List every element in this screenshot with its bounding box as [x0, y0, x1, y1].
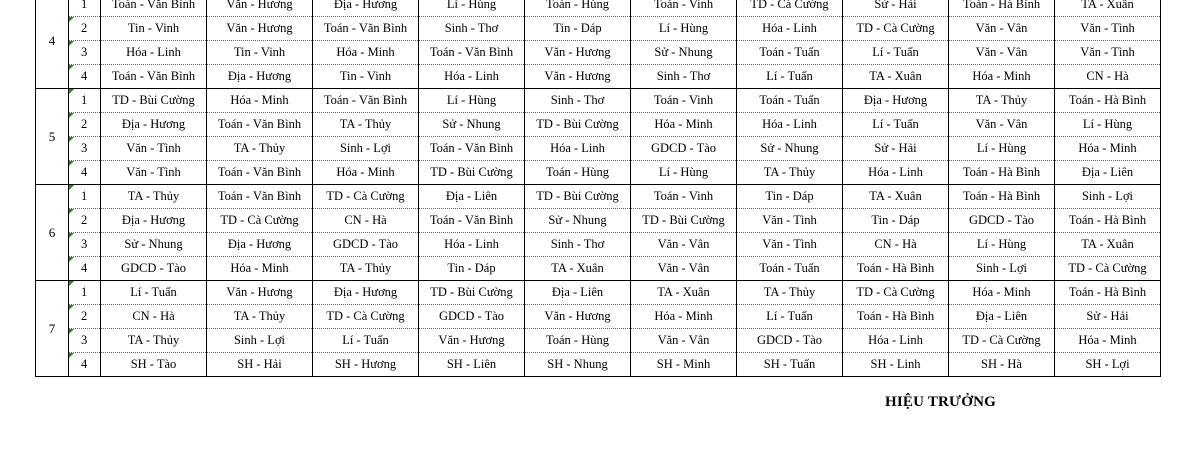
lesson-cell: GDCD - Tào — [101, 257, 207, 281]
lesson-cell: Lí - Hùng — [419, 89, 525, 113]
lesson-cell: Hóa - Linh — [843, 329, 949, 353]
lesson-cell: Toán - Hùng — [525, 161, 631, 185]
lesson-cell: GDCD - Tào — [419, 305, 525, 329]
lesson-cell: TD - Cà Cường — [843, 17, 949, 41]
lesson-cell: SH - Tuấn — [737, 353, 843, 377]
period-cell: 2 — [69, 305, 101, 329]
lesson-cell: Tin - Vinh — [207, 41, 313, 65]
period-cell: 1 — [69, 281, 101, 305]
table-row — [36, 65, 1161, 89]
lesson-cell: Toán - Văn Bình — [419, 137, 525, 161]
lesson-cell: TD - Cà Cường — [737, 0, 843, 17]
lesson-cell: Tin - Dáp — [419, 257, 525, 281]
lesson-cell: Hóa - Minh — [949, 281, 1055, 305]
table-row — [36, 233, 1161, 257]
lesson-cell: Sinh - Thơ — [525, 89, 631, 113]
lesson-cell: Sử - Nhung — [419, 113, 525, 137]
table-row — [36, 305, 1161, 329]
lesson-cell: Hóa - Minh — [207, 89, 313, 113]
lesson-cell: SH - Hà — [949, 353, 1055, 377]
lesson-cell: Lí - Hùng — [1055, 113, 1161, 137]
lesson-cell: Sử - Hải — [843, 0, 949, 17]
lesson-cell: Lí - Hùng — [631, 161, 737, 185]
table-row — [36, 41, 1161, 65]
lesson-cell: GDCD - Tào — [313, 233, 419, 257]
lesson-cell: Văn - Vân — [949, 113, 1055, 137]
day-cell: 4 — [36, 0, 69, 89]
day-cell: 5 — [36, 89, 69, 185]
lesson-cell: Toán - Văn Bình — [419, 209, 525, 233]
lesson-cell: Toán - Tuấn — [737, 257, 843, 281]
lesson-cell: Văn - Vân — [631, 233, 737, 257]
lesson-cell: TD - Cà Cường — [949, 329, 1055, 353]
lesson-cell: Văn - Hương — [525, 65, 631, 89]
lesson-cell: Toán - Văn Bình — [101, 0, 207, 17]
lesson-cell: Toán - Văn Bình — [207, 185, 313, 209]
lesson-cell: Hóa - Minh — [207, 257, 313, 281]
lesson-cell: Toán - Tuấn — [737, 41, 843, 65]
lesson-cell: Sinh - Thơ — [631, 65, 737, 89]
lesson-cell: SH - Liên — [419, 353, 525, 377]
period-cell: 2 — [69, 17, 101, 41]
lesson-cell: SH - Minh — [631, 353, 737, 377]
lesson-cell: Hóa - Linh — [737, 17, 843, 41]
lesson-cell: Sử - Nhung — [631, 41, 737, 65]
table-row — [36, 353, 1161, 377]
lesson-cell: Toán - Văn Bình — [419, 41, 525, 65]
lesson-cell: SH - Nhung — [525, 353, 631, 377]
table-row — [36, 17, 1161, 41]
lesson-cell: Hóa - Minh — [1055, 329, 1161, 353]
lesson-cell: TA - Thủy — [313, 113, 419, 137]
lesson-cell: Toán - Văn Bình — [207, 113, 313, 137]
period-cell: 1 — [69, 185, 101, 209]
lesson-cell: Lí - Hùng — [949, 233, 1055, 257]
lesson-cell: Tin - Vinh — [101, 17, 207, 41]
period-cell: 3 — [69, 41, 101, 65]
lesson-cell: Địa - Hương — [313, 0, 419, 17]
lesson-cell: Toán - Hùng — [525, 0, 631, 17]
period-cell: 1 — [69, 89, 101, 113]
lesson-cell: TA - Xuân — [843, 185, 949, 209]
lesson-cell: TA - Xuân — [1055, 0, 1161, 17]
lesson-cell: Toán - Hà Bình — [1055, 281, 1161, 305]
lesson-cell: Sử - Nhung — [737, 137, 843, 161]
table-row — [36, 161, 1161, 185]
lesson-cell: TD - Bùi Cường — [101, 89, 207, 113]
lesson-cell: Sử - Nhung — [525, 209, 631, 233]
lesson-cell: Văn - Tình — [1055, 17, 1161, 41]
lesson-cell: TD - Cà Cường — [843, 281, 949, 305]
lesson-cell: Toán - Hà Bình — [1055, 89, 1161, 113]
period-cell: 4 — [69, 161, 101, 185]
lesson-cell: SH - Tào — [101, 353, 207, 377]
timetable-body — [36, 0, 1161, 377]
lesson-cell: Toán - Hà Bình — [949, 0, 1055, 17]
lesson-cell: Toán - Tuấn — [737, 89, 843, 113]
table-row — [36, 137, 1161, 161]
lesson-cell: CN - Hà — [843, 233, 949, 257]
lesson-cell: Toán - Vinh — [631, 0, 737, 17]
lesson-cell: Lí - Tuấn — [737, 65, 843, 89]
period-cell: 4 — [69, 65, 101, 89]
table-row — [36, 89, 1161, 113]
lesson-cell: Hóa - Minh — [313, 161, 419, 185]
lesson-cell: Địa - Hương — [101, 209, 207, 233]
lesson-cell: Toán - Văn Bình — [313, 17, 419, 41]
lesson-cell: TD - Bùi Cường — [419, 281, 525, 305]
lesson-cell: Văn - Vân — [949, 17, 1055, 41]
lesson-cell: Sinh - Lợi — [1055, 185, 1161, 209]
lesson-cell: TA - Xuân — [631, 281, 737, 305]
lesson-cell: SH - Hải — [207, 353, 313, 377]
lesson-cell: Văn - Hương — [525, 305, 631, 329]
lesson-cell: CN - Hà — [101, 305, 207, 329]
lesson-cell: Toán - Hà Bình — [843, 305, 949, 329]
lesson-cell: TD - Bùi Cường — [525, 185, 631, 209]
lesson-cell: TA - Xuân — [525, 257, 631, 281]
lesson-cell: Địa - Liên — [1055, 161, 1161, 185]
day-cell: 6 — [36, 185, 69, 281]
lesson-cell: Địa - Hương — [207, 65, 313, 89]
lesson-cell: Địa - Liên — [419, 185, 525, 209]
lesson-cell: Hóa - Minh — [631, 305, 737, 329]
lesson-cell: GDCD - Tào — [737, 329, 843, 353]
lesson-cell: TD - Bùi Cường — [525, 113, 631, 137]
period-cell: 1 — [69, 0, 101, 17]
lesson-cell: Hóa - Minh — [631, 113, 737, 137]
timetable — [35, 0, 1161, 377]
lesson-cell: Văn - Vân — [631, 329, 737, 353]
lesson-cell: Văn - Hương — [207, 17, 313, 41]
table-row — [36, 185, 1161, 209]
lesson-cell: Toán - Hà Bình — [1055, 209, 1161, 233]
lesson-cell: Toán - Hà Bình — [949, 185, 1055, 209]
lesson-cell: Hóa - Minh — [313, 41, 419, 65]
lesson-cell: Văn - Tình — [101, 137, 207, 161]
lesson-cell: Văn - Vân — [631, 257, 737, 281]
lesson-cell: Hóa - Linh — [737, 113, 843, 137]
lesson-cell: Toán - Văn Bình — [313, 89, 419, 113]
lesson-cell: Văn - Hương — [207, 281, 313, 305]
lesson-cell: Lí - Hùng — [631, 17, 737, 41]
period-cell: 2 — [69, 113, 101, 137]
lesson-cell: GDCD - Tào — [949, 209, 1055, 233]
table-row — [36, 209, 1161, 233]
lesson-cell: Toán - Văn Bình — [207, 161, 313, 185]
table-row — [36, 329, 1161, 353]
lesson-cell: Địa - Hương — [313, 281, 419, 305]
lesson-cell: TA - Xuân — [1055, 233, 1161, 257]
table-row — [36, 113, 1161, 137]
lesson-cell: Hóa - Linh — [843, 161, 949, 185]
lesson-cell: Địa - Hương — [207, 233, 313, 257]
lesson-cell: Lí - Tuấn — [737, 305, 843, 329]
lesson-cell: TD - Bùi Cường — [419, 161, 525, 185]
lesson-cell: Toán - Hà Bình — [843, 257, 949, 281]
lesson-cell: SH - Lợi — [1055, 353, 1161, 377]
lesson-cell: Lí - Hùng — [419, 0, 525, 17]
lesson-cell: Địa - Liên — [949, 305, 1055, 329]
lesson-cell: CN - Hà — [1055, 65, 1161, 89]
period-cell: 4 — [69, 353, 101, 377]
lesson-cell: Hóa - Minh — [949, 65, 1055, 89]
period-cell: 4 — [69, 257, 101, 281]
lesson-cell: Toán - Vinh — [631, 185, 737, 209]
lesson-cell: TD - Cà Cường — [1055, 257, 1161, 281]
lesson-cell: Lí - Tuấn — [101, 281, 207, 305]
lesson-cell: Sinh - Lợi — [313, 137, 419, 161]
lesson-cell: Toán - Hà Bình — [949, 161, 1055, 185]
lesson-cell: Sử - Hải — [843, 137, 949, 161]
lesson-cell: Sử - Nhung — [101, 233, 207, 257]
lesson-cell: Văn - Tình — [101, 161, 207, 185]
principal-signature-title: HIỆU TRƯỞNG — [885, 394, 996, 410]
lesson-cell: TA - Thủy — [949, 89, 1055, 113]
lesson-cell: Hóa - Linh — [419, 65, 525, 89]
lesson-cell: Sử - Hải — [1055, 305, 1161, 329]
lesson-cell: TD - Cà Cường — [313, 305, 419, 329]
lesson-cell: TD - Cà Cường — [207, 209, 313, 233]
lesson-cell: Lí - Hùng — [949, 137, 1055, 161]
lesson-cell: TD - Bùi Cường — [631, 209, 737, 233]
lesson-cell: Địa - Hương — [101, 113, 207, 137]
period-cell: 2 — [69, 209, 101, 233]
lesson-cell: Hóa - Linh — [101, 41, 207, 65]
lesson-cell: Tin - Dáp — [525, 17, 631, 41]
lesson-cell: TA - Thủy — [101, 329, 207, 353]
lesson-cell: Sinh - Lợi — [207, 329, 313, 353]
lesson-cell: Văn - Hương — [525, 41, 631, 65]
lesson-cell: Toán - Hùng — [525, 329, 631, 353]
lesson-cell: Toán - Vinh — [631, 89, 737, 113]
lesson-cell: TA - Thủy — [737, 161, 843, 185]
lesson-cell: Sinh - Thơ — [419, 17, 525, 41]
lesson-cell: Lí - Tuấn — [843, 113, 949, 137]
day-cell: 7 — [36, 281, 69, 377]
lesson-cell: Lí - Tuấn — [313, 329, 419, 353]
lesson-cell: TA - Thủy — [207, 305, 313, 329]
table-row — [36, 281, 1161, 305]
lesson-cell: Toán - Văn Bình — [101, 65, 207, 89]
lesson-cell: TA - Xuân — [843, 65, 949, 89]
lesson-cell: Hóa - Minh — [1055, 137, 1161, 161]
lesson-cell: Văn - Tình — [737, 209, 843, 233]
lesson-cell: CN - Hà — [313, 209, 419, 233]
period-cell: 3 — [69, 329, 101, 353]
lesson-cell: Lí - Tuấn — [843, 41, 949, 65]
lesson-cell: Tin - Vinh — [313, 65, 419, 89]
period-cell: 3 — [69, 137, 101, 161]
period-cell: 3 — [69, 233, 101, 257]
lesson-cell: Tin - Dáp — [843, 209, 949, 233]
lesson-cell: Văn - Tình — [737, 233, 843, 257]
lesson-cell: SH - Linh — [843, 353, 949, 377]
lesson-cell: TA - Thủy — [313, 257, 419, 281]
lesson-cell: SH - Hương — [313, 353, 419, 377]
lesson-cell: Văn - Hương — [419, 329, 525, 353]
lesson-cell: Văn - Hương — [207, 0, 313, 17]
lesson-cell: Địa - Hương — [843, 89, 949, 113]
lesson-cell: Hóa - Linh — [525, 137, 631, 161]
lesson-cell: TA - Thủy — [207, 137, 313, 161]
lesson-cell: Văn - Vân — [949, 41, 1055, 65]
table-row — [36, 0, 1161, 17]
lesson-cell: TA - Thủy — [101, 185, 207, 209]
lesson-cell: Sinh - Lợi — [949, 257, 1055, 281]
table-row — [36, 257, 1161, 281]
lesson-cell: Hóa - Linh — [419, 233, 525, 257]
lesson-cell: TA - Thủy — [737, 281, 843, 305]
lesson-cell: Tin - Dáp — [737, 185, 843, 209]
lesson-cell: Địa - Liên — [525, 281, 631, 305]
lesson-cell: Văn - Tình — [1055, 41, 1161, 65]
lesson-cell: Sinh - Thơ — [525, 233, 631, 257]
lesson-cell: GDCD - Tào — [631, 137, 737, 161]
lesson-cell: TD - Cà Cường — [313, 185, 419, 209]
